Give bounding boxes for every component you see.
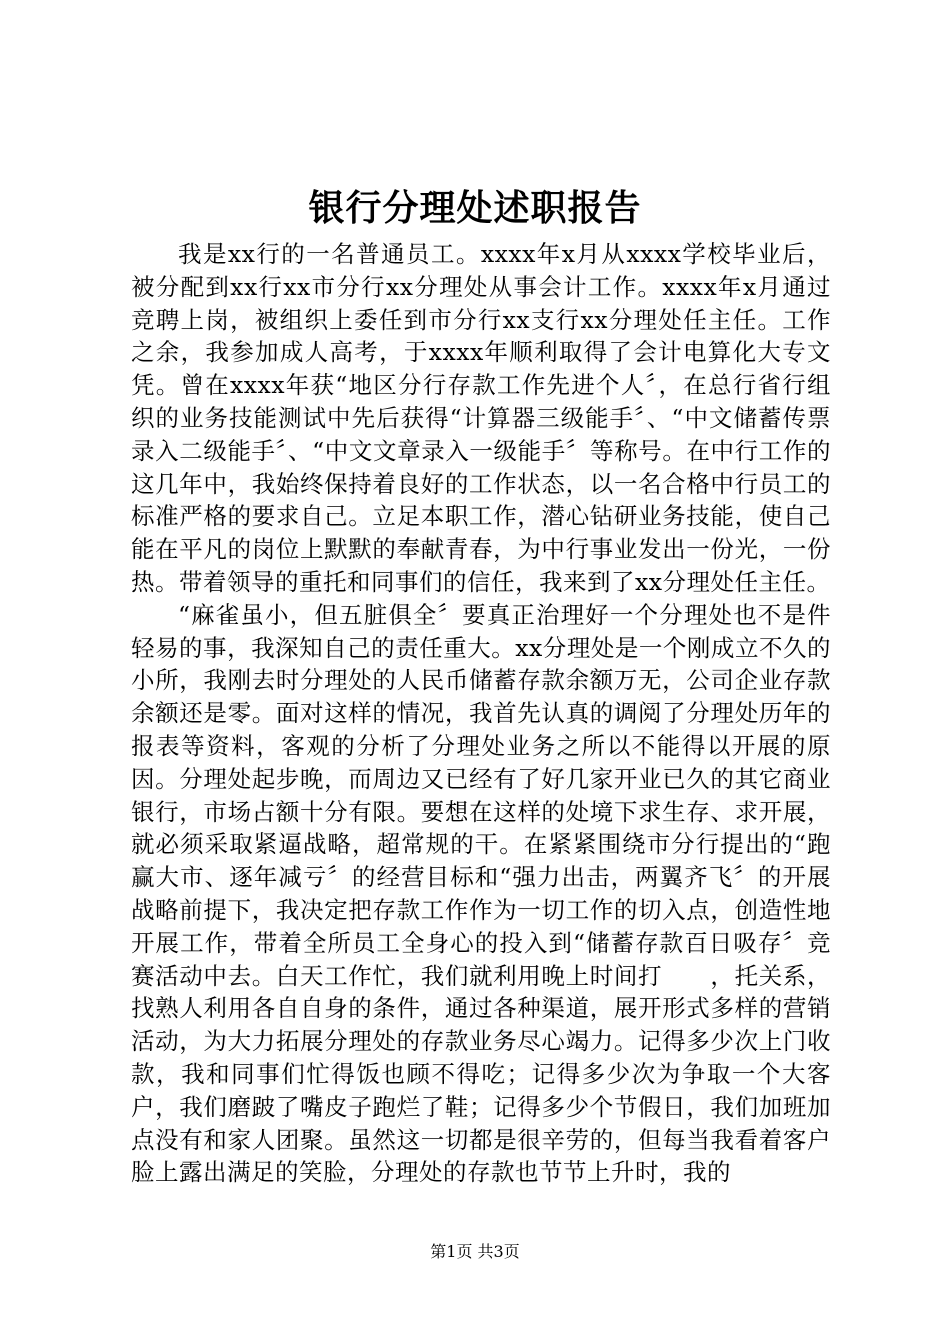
paragraph: “麻雀虽小，但五脏俱全〞要真正治理好一个分理处也不是件轻易的事，我深知自己的责任重大。xx分理处是一个刚成立不久的小所，我刚去时分理处的人民币储蓄存款余额万无，公司企业存款余额还是零。面对这样的情况，我首先认真的调阅了分理处历年的报表等资料，客观的分析了分理处业务之所以不能得以开展的原因。分理处起步晚，而周边又已经有了好几家开业已久的其它商业银行，市场占额十分有限。要想在这样的处境下求生存、求开展，就必须采取紧逼战略，超常规的干。在紧紧围绕市分行提出的“跑赢大市、逐年减亏〞的经营目标和“强力出击，两翼齐飞〞的开展战略前提下，我决定把存款工作作为一切工作的切入点，创造性地开展工作，带着全所员工全身心的投入到“储蓄存款百日吸存〞竞赛活动中去。白天工作忙，我们就利用晚上时间打 ，托关系，找熟人利用各自自身的条件，通过各种渠道，展开形式多样的营销活动，为大力拓展分理处的存款业务尽心竭力。记得多少次上门收款，我和同事们忙得饭也顾不得吃；记得多少次为争取一个大客户，我们磨跛了嘴皮子跑烂了鞋；记得多少个节假日，我们加班加点没有和家人团聚。虽然这一切都是很辛劳的，但每当我看着客户脸上露出满足的笑脸，分理处的存款也节节上升时，我的 [131,600,831,1187]
document-title: 银行分理处述职报告 [308,187,642,229]
paragraph: 我是xx行的一名普通员工。xxxx年x月从xxxx学校毕业后，被分配到xx行xx市分行xx分理处从事会计工作。xxxx年x月通过竞聘上岗，被组织上委任到市分行xx支行xx分理处任主任。工作之余，我参加成人高考，于xxxx年顺利取得了会计电算化大专文凭。曾在xxxx年获“地区分行存款工作先进个人〞，在总行省行组织的业务技能测试中先后获得“计算器三级能手〞、“中文储蓄传票录入二级能手〞、“中文文章录入一级能手〞等称号。在中行工作的这几年中，我始终保持着良好的工作状态，以一名合格中行员工的标准严格的要求自己。立足本职工作，潜心钻研业务技能，使自己能在平凡的岗位上默默的奉献青春，为中行事业发出一份光，一份热。带着领导的重托和同事们的信任，我来到了xx分理处任主任。 [131,240,831,596]
document-body [131,238,831,1189]
page-footer: 第1页 共3页 [430,1242,520,1261]
